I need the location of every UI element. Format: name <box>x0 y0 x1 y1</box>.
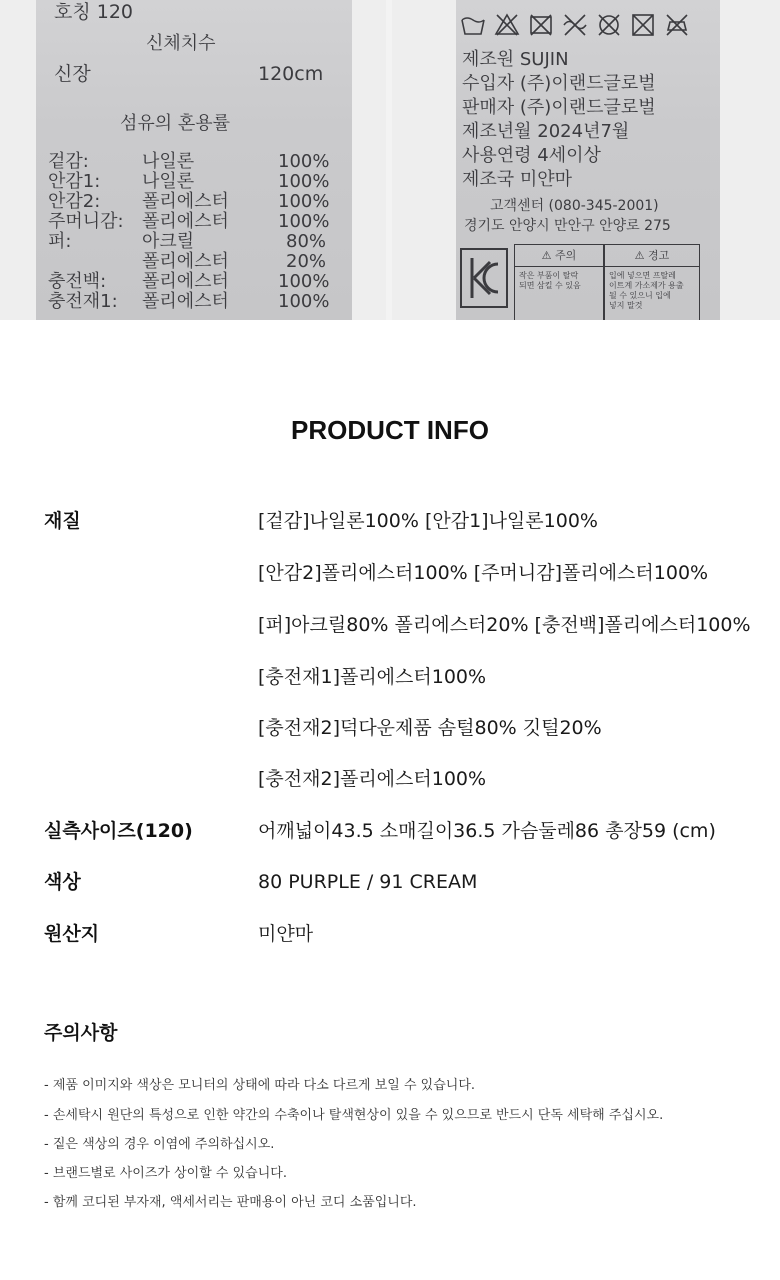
notice-item: - 함께 코디된 부자재, 액세서리는 판매용이 아닌 코디 소품입니다. <box>44 1195 417 1210</box>
caution-line: 되면 삼킬 수 있음 <box>519 281 581 290</box>
label-text: 제조국 미얀마 <box>462 169 573 190</box>
care-label <box>456 0 720 320</box>
warning-line: 입에 넣으면 프탈레 <box>609 271 676 280</box>
material-value: [충전재2]폴리에스터100% <box>258 768 487 790</box>
notice-item: - 브랜드별로 사이즈가 상이할 수 있습니다. <box>44 1166 287 1181</box>
origin-label: 원산지 <box>44 923 100 945</box>
label-text: 100% <box>278 191 330 212</box>
label-text: 사용연령 4세이상 <box>462 145 601 166</box>
caution-text <box>519 271 581 291</box>
notice-item: - 제품 이미지와 색상은 모니터의 상태에 따라 다소 다르게 보일 수 있습니다. <box>44 1078 476 1093</box>
label-text: 100% <box>278 211 330 232</box>
label-text: 섬유의 혼용률 <box>120 113 231 134</box>
label-text: 안감2: <box>48 191 101 212</box>
label-text: 100% <box>278 291 330 312</box>
label-text: 안감1: <box>48 171 101 192</box>
kc-mark-icon <box>460 248 508 308</box>
care-symbols <box>460 8 716 42</box>
label-text: 폴리에스터 <box>142 271 229 292</box>
caution-heading-text: 주의 <box>555 249 577 262</box>
label-photo-left <box>0 0 386 320</box>
notice-title: 주의사항 <box>44 1022 118 1044</box>
material-value: [겉감]나일론100% [안감1]나일론100% <box>258 510 598 532</box>
material-value: [안감2]폴리에스터100% [주머니감]폴리에스터100% <box>258 562 709 584</box>
label-text: 충전백: <box>48 271 107 292</box>
label-text: 고객센터 (080-345-2001) <box>490 198 659 214</box>
wash-icon <box>460 12 486 38</box>
label-text: 신체치수 <box>146 33 216 54</box>
warning-text <box>609 271 684 311</box>
notice-item: - 손세탁시 원단의 특성으로 인한 약간의 수축이나 탈색현상이 있을 수 있으므로 반드시 단독 세탁해 주십시오. <box>44 1108 664 1123</box>
caution-line: 작은 부품이 탈락 <box>519 271 579 280</box>
label-text: 나일론 <box>142 151 195 172</box>
warning-triangle-icon: ⚠ <box>541 249 552 262</box>
no-dryclean-icon <box>596 12 622 38</box>
label-text: 신장 <box>54 63 91 85</box>
material-value: [충전재1]폴리에스터100% <box>258 666 487 688</box>
no-wring-icon <box>562 12 588 38</box>
label-text: 20% <box>286 251 327 272</box>
no-iron-icon <box>664 12 690 38</box>
label-text: 나일론 <box>142 171 195 192</box>
label-text: 제조원 SUJIN <box>462 49 569 70</box>
fabric-label <box>36 0 352 320</box>
no-bleach-icon <box>494 12 520 38</box>
label-text: 판매자 (주)이랜드글로벌 <box>462 97 656 118</box>
label-text: 아크릴 <box>142 231 195 252</box>
warning-triangle-icon: ⚠ <box>634 249 645 262</box>
notice-item: - 짙은 색상의 경우 이염에 주의하십시오. <box>44 1137 275 1152</box>
label-text: 100% <box>278 151 330 172</box>
material-label: 재질 <box>44 510 81 532</box>
label-text: 주머니감: <box>48 211 124 232</box>
warning-heading <box>605 245 699 267</box>
label-text: 폴리에스터 <box>142 211 229 232</box>
label-text: 호칭 120 <box>54 1 134 23</box>
label-text: 충전재1: <box>48 291 118 312</box>
label-text: 100% <box>278 171 330 192</box>
no-tumble-dry-icon <box>528 12 554 38</box>
color-value: 80 PURPLE / 91 CREAM <box>258 871 478 893</box>
label-text: 폴리에스터 <box>142 291 229 312</box>
origin-value: 미얀마 <box>258 923 314 945</box>
caution-box <box>514 244 604 320</box>
label-text: 경기도 안양시 만안구 안양로 275 <box>464 218 671 234</box>
label-text: 폴리에스터 <box>142 251 229 272</box>
warning-heading-text: 경고 <box>648 249 670 262</box>
label-text: 100% <box>278 271 330 292</box>
color-label: 색상 <box>44 871 81 893</box>
warning-box <box>604 244 700 320</box>
label-text: 겉감: <box>48 151 89 172</box>
label-text: 120cm <box>258 63 324 85</box>
label-text: 제조년월 2024년7월 <box>462 121 630 142</box>
material-value: [퍼]아크릴80% 폴리에스터20% [충전백]폴리에스터100% <box>258 614 751 636</box>
size-value: 어깨넓이43.5 소매길이36.5 가슴둘레86 총장59 (cm) <box>258 820 716 842</box>
no-tumble-dry-square-icon <box>630 12 656 38</box>
label-text: 폴리에스터 <box>142 191 229 212</box>
label-photos <box>0 0 780 320</box>
warning-line: 넣지 말것 <box>609 301 643 310</box>
label-text: 80% <box>286 231 327 252</box>
warning-line: 될 수 있으니 입에 <box>609 291 671 300</box>
warning-line: 이트계 가소제가 용출 <box>609 281 684 290</box>
material-value: [충전재2]덕다운제품 솜털80% 깃털20% <box>258 717 602 739</box>
label-photo-right <box>392 0 780 320</box>
caution-heading <box>515 245 603 267</box>
product-info-title: PRODUCT INFO <box>291 415 489 445</box>
label-text: 수입자 (주)이랜드글로벌 <box>462 73 656 94</box>
label-text: 퍼: <box>48 231 72 252</box>
size-label: 실측사이즈(120) <box>44 820 193 842</box>
